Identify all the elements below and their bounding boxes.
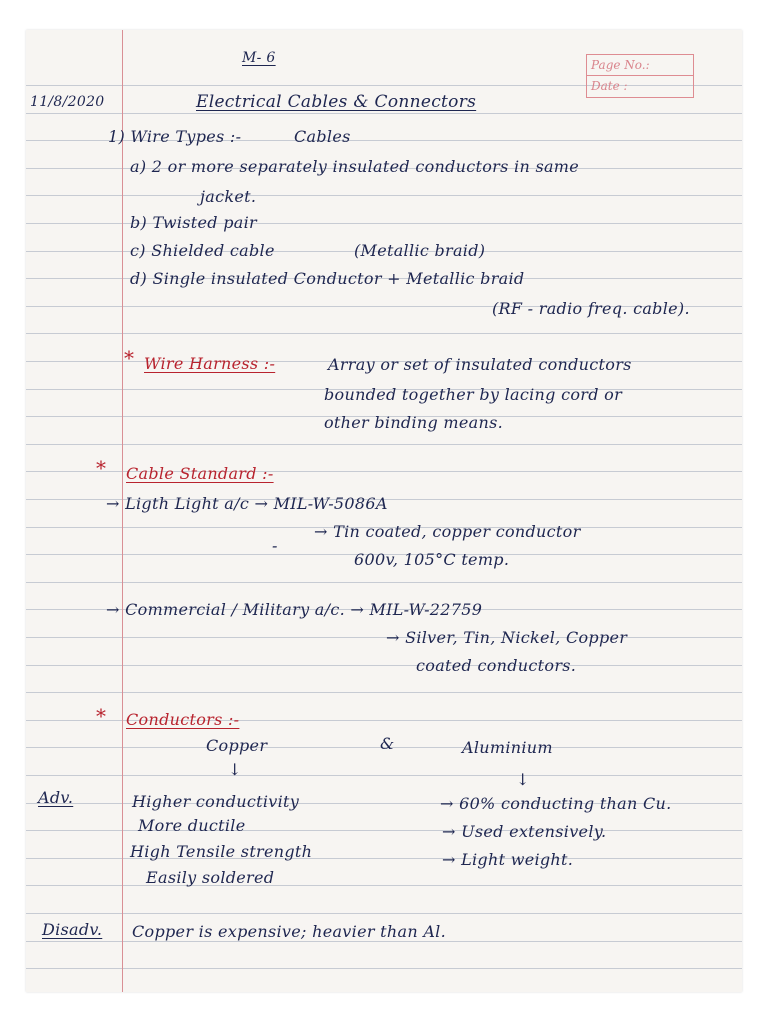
ampersand: &: [380, 734, 395, 753]
commercial-ac-detail2: coated conductors.: [416, 656, 577, 675]
cable-standard-star: *: [96, 456, 107, 480]
advantages-label: Adv.: [38, 788, 74, 807]
light-ac-detail1: → Tin coated, copper conductor: [314, 522, 581, 541]
ruled-line: [26, 885, 742, 886]
light-ac-standard: → Ligth Light a/c → MIL-W-5086A: [106, 494, 388, 513]
cable-standard-heading: Cable Standard :-: [126, 464, 274, 483]
wire-types-label: Cables: [294, 127, 351, 146]
ruled-line: [26, 444, 742, 445]
wire-harness-heading: Wire Harness :-: [144, 354, 276, 373]
module-number: M- 6: [242, 50, 276, 66]
ruled-line: [26, 113, 742, 114]
light-ac-detail2: 600v, 105°C temp.: [354, 550, 510, 569]
adv-copper-2: More ductile: [138, 816, 246, 835]
wire-harness-line3: other binding means.: [324, 413, 504, 432]
ruled-line: [26, 333, 742, 334]
conductors-heading: Conductors :-: [126, 710, 240, 729]
aluminium-label: Aluminium: [462, 738, 553, 757]
page-date-box: [586, 54, 694, 98]
commercial-ac-standard: → Commercial / Military a/c. → MIL-W-22759: [106, 600, 483, 619]
disadv-text: Copper is expensive; heavier than Al.: [132, 922, 446, 941]
wire-type-b: b) Twisted pair: [130, 213, 257, 232]
adv-copper-3: High Tensile strength: [130, 842, 313, 861]
ruled-line: [26, 195, 742, 196]
ruled-line: [26, 692, 742, 693]
ruled-line: [26, 830, 742, 831]
wire-type-c-note: (Metallic braid): [354, 241, 486, 260]
date-label: Date :: [587, 75, 693, 96]
ruled-line: [26, 665, 742, 666]
conductors-star: *: [96, 704, 107, 728]
commercial-ac-detail1: → Silver, Tin, Nickel, Copper: [386, 628, 628, 647]
page-no-label: Page No.:: [591, 58, 650, 72]
ruled-line: [26, 913, 742, 914]
wire-type-d: d) Single insulated Conductor + Metallic braid: [130, 269, 525, 288]
ruled-line: [26, 775, 742, 776]
page-title: Electrical Cables & Connectors: [196, 92, 477, 112]
adv-aluminium-1: → 60% conducting than Cu.: [440, 794, 672, 813]
wire-type-a-line2: jacket.: [200, 187, 257, 206]
copper-arrow: ↓: [228, 760, 242, 779]
wire-type-c: c) Shielded cable: [130, 241, 275, 260]
aluminium-arrow: ↓: [516, 770, 530, 789]
wire-harness-line2: bounded together by lacing cord or: [324, 385, 623, 404]
light-ac-dash: -: [272, 536, 278, 555]
copper-label: Copper: [206, 736, 268, 755]
adv-copper-4: Easily soldered: [146, 868, 275, 887]
wire-types-heading: 1) Wire Types :-: [108, 127, 242, 146]
notebook-page: [26, 30, 742, 992]
entry-date: 11/8/2020: [30, 94, 105, 110]
ruled-line: [26, 968, 742, 969]
ruled-line: [26, 582, 742, 583]
disadvantages-label: Disadv.: [42, 920, 103, 939]
adv-aluminium-2: → Used extensively.: [442, 822, 607, 841]
wire-type-d-note: (RF - radio freq. cable).: [492, 299, 690, 318]
ruled-line: [26, 941, 742, 942]
wire-type-a-line1: a) 2 or more separately insulated conductors in same: [130, 157, 580, 176]
wire-harness-star: *: [124, 346, 135, 370]
wire-harness-line1: Array or set of insulated conductors: [328, 355, 632, 374]
adv-aluminium-3: → Light weight.: [442, 850, 574, 869]
adv-copper-1: Higher conductivity: [132, 792, 300, 811]
ruled-line: [26, 637, 742, 638]
